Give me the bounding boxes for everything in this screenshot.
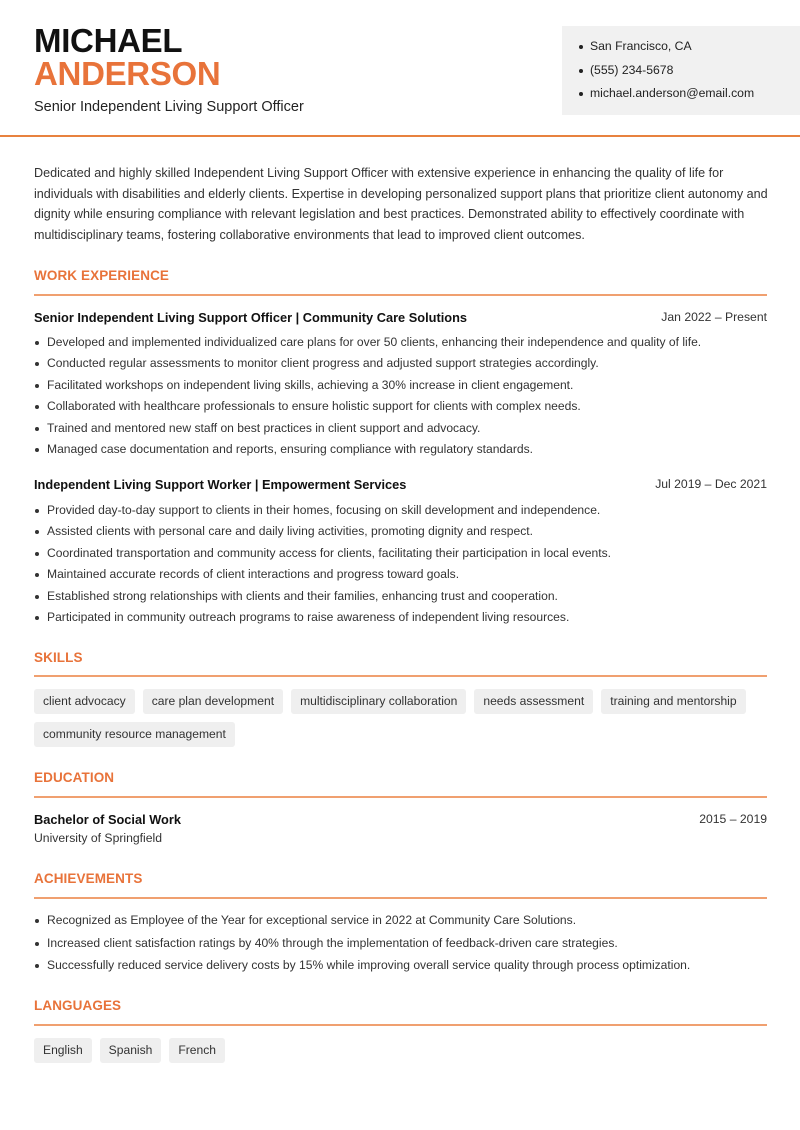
education-school: University of Springfield [34, 831, 163, 845]
language-tag: French [169, 1038, 225, 1063]
list-item: Increased client satisfaction ratings by 40% through the implementation of feedback-driven care strategies. [34, 935, 769, 958]
section-divider [34, 675, 767, 677]
summary: Dedicated and highly skilled Independent Living Support Officer with extensive experience in enhancing the quality of life for individuals with disabilities and elderly clients. Expertise in developing personalized support plans that prioritize client autonomy and dignity while ensuring compliance with relevant legislation and best practices. Demonstrated ability to effectively coordinate with multidisciplinary teams, fostering collaborative environments that lead to improved client outcomes. [34, 166, 768, 242]
list-item: Assisted clients with personal care and daily living activities, promoting dignity and respect. [34, 523, 769, 544]
section-divider [34, 897, 767, 899]
job-heading: Senior Independent Living Support Officer | Community Care Solutions [34, 310, 468, 325]
list-item: Collaborated with healthcare professionals to ensure holistic support for clients with complex needs. [34, 398, 769, 419]
list-item: Successfully reduced service delivery costs by 15% while improving overall service quality through process optimization. [34, 957, 769, 980]
language-tag: Spanish [100, 1038, 162, 1063]
section-divider [34, 796, 767, 798]
last-name: ANDERSON [34, 55, 221, 92]
skill-tag: training and mentorship [601, 689, 745, 714]
languages-list [34, 1038, 774, 1063]
job-bullets [34, 334, 769, 462]
list-item: Established strong relationships with clients and their families, enhancing trust and cooperation. [34, 588, 769, 609]
list-item: Participated in community outreach programs to raise awareness of independent living resources. [34, 609, 769, 630]
list-item: Developed and implemented individualized care plans for over 50 clients, enhancing their independence and quality of life. [34, 334, 769, 355]
education-degree: Bachelor of Social Work [34, 812, 181, 827]
section-title-education: EDUCATION [34, 770, 115, 785]
list-item: Recognized as Employee of the Year for exceptional service in 2022 at Community Care Solutions. [34, 912, 769, 935]
education-dates: 2015 – 2019 [699, 812, 767, 826]
contact-box [562, 26, 800, 115]
list-item: Provided day-to-day support to clients in their homes, focusing on skill development and independence. [34, 502, 769, 523]
section-divider [34, 1024, 767, 1026]
candidate-name [34, 24, 220, 90]
contact-phone: (555) 234-5678 [579, 62, 800, 86]
contact-location: San Francisco, CA [579, 38, 800, 62]
first-name: MICHAEL [34, 22, 183, 59]
language-tag: English [34, 1038, 92, 1063]
section-title-languages: LANGUAGES [34, 998, 122, 1013]
skills-list [34, 689, 774, 747]
section-title-achievements: ACHIEVEMENTS [34, 871, 143, 886]
skill-tag: client advocacy [34, 689, 135, 714]
list-item: Conducted regular assessments to monitor client progress and adjusted support strategies accordingly. [34, 355, 769, 376]
section-divider [34, 294, 767, 296]
resume-header [0, 0, 800, 137]
list-item: Trained and mentored new staff on best practices in client support and advocacy. [34, 420, 769, 441]
contact-email: michael.anderson@email.com [579, 85, 800, 109]
list-item: Managed case documentation and reports, ensuring compliance with regulatory standards. [34, 441, 769, 462]
skill-tag: multidisciplinary collaboration [291, 689, 466, 714]
list-item: Facilitated workshops on independent living skills, achieving a 30% increase in client engagement. [34, 377, 769, 398]
job-dates: Jul 2019 – Dec 2021 [655, 477, 767, 491]
job-heading: Independent Living Support Worker | Empowerment Services [34, 477, 407, 492]
skill-tag: care plan development [143, 689, 283, 714]
section-title-work: WORK EXPERIENCE [34, 268, 170, 283]
achievement-bullets [34, 912, 769, 980]
list-item: Coordinated transportation and community access for clients, facilitating their participation in local events. [34, 545, 769, 566]
job-dates: Jan 2022 – Present [661, 310, 767, 324]
headline: Senior Independent Living Support Officer [34, 99, 304, 115]
section-title-skills: SKILLS [34, 650, 83, 665]
skill-tag: community resource management [34, 722, 235, 747]
list-item: Maintained accurate records of client interactions and progress toward goals. [34, 566, 769, 587]
skill-tag: needs assessment [474, 689, 593, 714]
job-bullets [34, 502, 769, 630]
